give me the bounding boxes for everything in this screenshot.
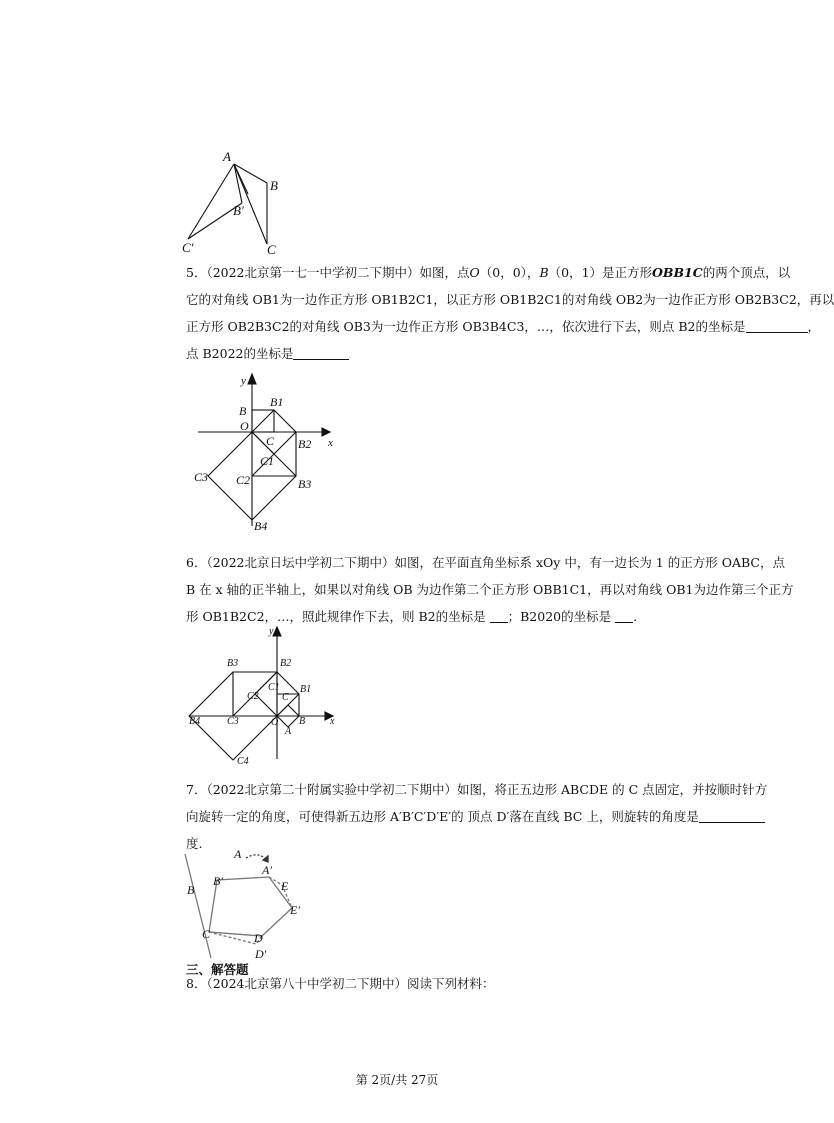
label-O: O xyxy=(271,717,279,728)
axis-x-label: x xyxy=(328,437,333,449)
label-B: B xyxy=(299,716,306,727)
label-B4: B4 xyxy=(189,716,201,727)
label-B: B xyxy=(187,883,195,897)
q5-line4: 点 B2022的坐标是 xyxy=(186,346,294,361)
q7-line2: 向旋转一定的角度，可使得新五边形 A′B′C′D′E′的 顶点 D′落在直线 BC 上，则旋转的角度是 xyxy=(186,809,699,824)
page-footer: 第 2页/共 27页 xyxy=(355,1073,439,1087)
label-A: A xyxy=(285,726,292,737)
label-C2: C2 xyxy=(247,691,259,702)
q6-line2: B 在 x 轴的正半轴上，如果以对角线 OB 为边作第二个正方形 OBB1C1，再以对角线 OB1为边作第三个正方 xyxy=(186,582,794,597)
label-O: O xyxy=(240,419,249,433)
label-A: A xyxy=(234,847,242,861)
label-E: E xyxy=(281,879,289,893)
label-B3: B3 xyxy=(298,477,312,491)
label-C-prime: C′ xyxy=(182,240,194,255)
label-B-prime: B′ xyxy=(233,203,244,218)
label-B4: B4 xyxy=(254,519,268,533)
label-C: C xyxy=(266,434,275,448)
label-C: C xyxy=(202,927,211,941)
label-C: C xyxy=(267,242,276,257)
label-B: B xyxy=(239,404,247,418)
q7-number: 7． xyxy=(186,782,207,797)
q5-number: 5． xyxy=(186,265,207,280)
q5-line3: 正方形 OB2B3C2的对角线 OB3为一边作正方形 OB3B4C3，…，依次进行下去，则点 B2的坐标是 xyxy=(186,319,746,334)
q5-point-B: B xyxy=(539,265,549,280)
q6-number: 6． xyxy=(186,555,207,570)
q7-line1: 如图，将正五边形 ABCDE 的 C 点固定，并按顺时针方 xyxy=(457,782,768,797)
label-C3: C3 xyxy=(194,470,209,484)
q6-line3: 形 OB1B2C2，…，照此规律作下去，则 B2的坐标是 xyxy=(186,609,486,624)
q8-number: 8． xyxy=(186,976,207,991)
label-B3: B3 xyxy=(227,658,239,669)
label-C2: C2 xyxy=(236,473,251,487)
axis-x-label: x xyxy=(330,716,335,727)
q6-answer-blank-1[interactable] xyxy=(490,608,508,623)
label-D: D xyxy=(254,931,263,945)
q6-line3-end: . xyxy=(633,609,638,624)
label-C1: C1 xyxy=(268,682,280,693)
q7-answer-blank[interactable] xyxy=(699,808,765,823)
label-D-prime: D′ xyxy=(255,947,267,961)
q6-line1: 如图，在平面直角坐标系 xOy 中，有一边长为 1 的正方形 OABC，点 xyxy=(394,555,785,570)
q5-line1-tail: 的两个顶点，以 xyxy=(702,265,791,280)
label-C3: C3 xyxy=(227,716,239,727)
label-C4: C4 xyxy=(237,756,249,767)
label-B: B xyxy=(270,178,278,193)
q5-answer-blank-1[interactable] xyxy=(746,318,808,333)
q5-O-coord: （0，0）， xyxy=(479,265,540,280)
q5-source: （2022北京第一七一中学初二下期中） xyxy=(206,265,420,280)
label-C: C xyxy=(282,692,289,703)
q5-square: OBB1C xyxy=(652,265,703,280)
label-A-prime: A′ xyxy=(262,863,272,877)
label-B2: B2 xyxy=(298,437,312,451)
question-8 xyxy=(186,970,758,997)
label-C1: C1 xyxy=(260,454,275,468)
label-B1: B1 xyxy=(300,684,312,695)
q8-source: （2024北京第八十中学初二下期中） xyxy=(206,976,408,991)
q5-line2: 它的对角线 OB1为一边作正方形 OB1B2C1，以正方形 OB1B2C1的对角线 OB2为一边作正方形 OB2B3C2，再以 xyxy=(186,292,834,307)
question-6 xyxy=(186,549,794,630)
label-B1: B1 xyxy=(270,395,284,409)
question-5 xyxy=(186,259,834,367)
figure-squares-q5 xyxy=(190,368,350,538)
q5-answer-blank-2[interactable] xyxy=(293,345,349,360)
axis-y-label: y xyxy=(269,626,274,637)
q6-answer-blank-2[interactable] xyxy=(615,608,633,623)
question-7 xyxy=(186,776,768,857)
q5-B-coord: （0，1）是正方形 xyxy=(548,265,653,280)
q7-line3: 度. xyxy=(186,836,203,851)
figure-rotation-abc xyxy=(180,148,290,256)
q6-line3-mid: ；B2020的坐标是 xyxy=(507,609,612,624)
figure-squares-q6 xyxy=(185,624,340,766)
q8-text: 阅读下列材料： xyxy=(407,976,495,991)
label-B-prime: B′ xyxy=(213,874,223,888)
label-E-prime: E′ xyxy=(290,903,300,917)
q7-source: （2022北京第二十附属实验中学初二下期中） xyxy=(206,782,458,797)
q6-source: （2022北京日坛中学初二下期中） xyxy=(206,555,395,570)
section-3-title: 三、解答题 xyxy=(186,962,249,977)
q5-line1: 如图，点 xyxy=(419,265,470,280)
label-B2: B2 xyxy=(280,658,292,669)
q5-point-O: O xyxy=(469,265,480,280)
q5-line3-end: ， xyxy=(807,319,821,334)
axis-y-label: y xyxy=(241,375,246,387)
label-A: A xyxy=(223,149,231,164)
figure-pentagon-rotation xyxy=(180,848,310,962)
